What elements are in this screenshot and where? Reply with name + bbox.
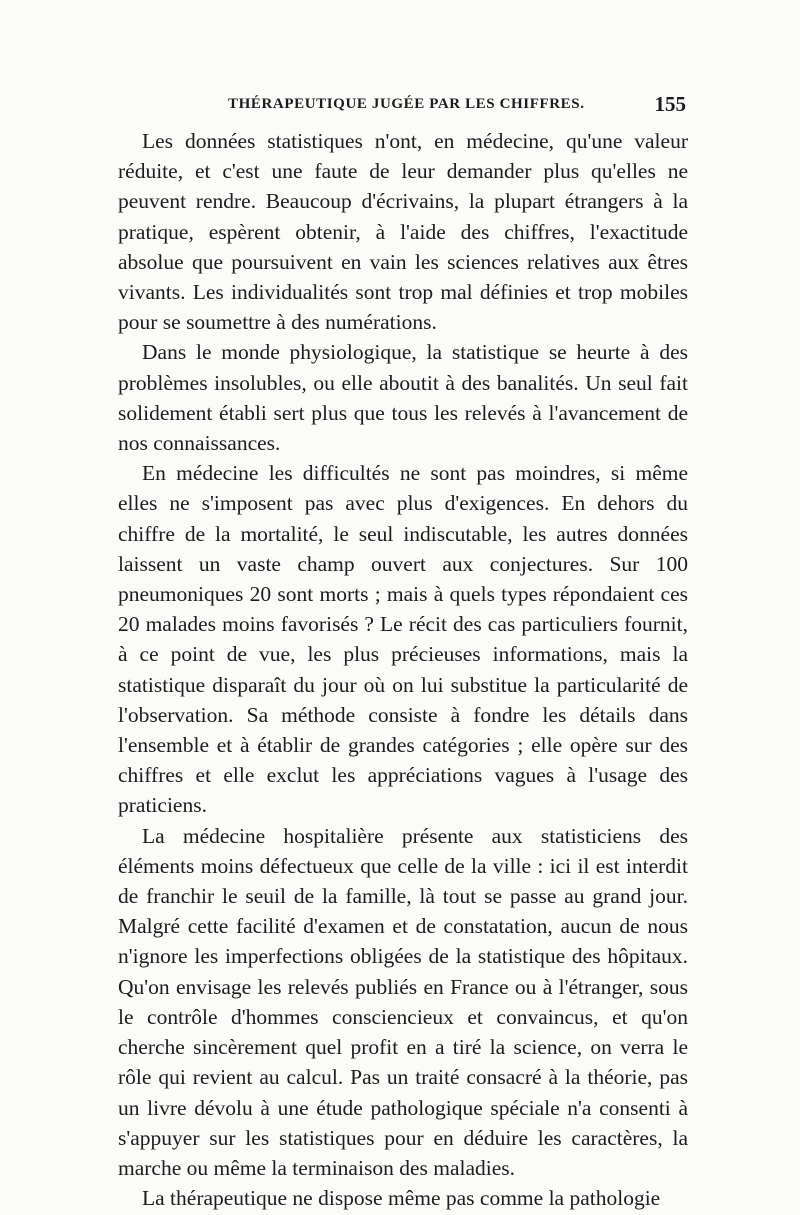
running-title: THÉRAPEUTIQUE JUGÉE PAR LES CHIFFRES. [228, 96, 585, 112]
page-header [118, 92, 688, 120]
paragraph: Dans le monde physiologique, la statistique se heurte à des problèmes insolubles, ou elle aboutit à des banalités. Un seul fait solidement établi sert plus que tous les relevés à l'avancement de nos connaissances. [118, 340, 688, 456]
paragraph: En médecine les difficultés ne sont pas moindres, si même elles ne s'imposent pas avec plus d'exigences. En dehors du chiffre de la mortalité, le seul indiscutable, les autres données laissent un vaste champ ouvert aux conjectures. Sur 100 pneumoniques 20 sont morts ; mais à quels types répondaient ces 20 malades moins favorisés ? Le récit des cas particuliers fournit, à ce point de vue, les plus précieuses informations, mais la statistique disparaît du jour où on lui substitue la particularité de l'observation. Sa méthode consiste à fondre les détails dans l'ensemble et à établir de grandes catégories ; elle opère sur des chiffres et elle exclut les appréciations vagues à l'usage des praticiens. [118, 461, 688, 818]
paragraph: La thérapeutique ne dispose même pas comme la pathologie [142, 1186, 661, 1211]
paragraph: La médecine hospitalière présente aux statisticiens des éléments moins défectueux que celle de la ville : ici il est interdit de franchir le seuil de la famille, là tout se passe au grand jour. Malgré cette facilité d'examen et de constatation, aucun de nous n'ignore les imperfections obligées de la statistique des hôpitaux. Qu'on envisage les relevés publiés en France ou à l'étranger, sous le contrôle d'hommes consciencieux et convaincus, et qu'on cherche sincèrement quel profit en a tiré la science, on verra le rôle qui revient au calcul. Pas un traité consacré à la théorie, pas un livre dévolu à une étude pathologique spéciale n'a consenti à s'appuyer sur les statistiques pour en déduire les caractères, la marche ou même la terminaison des maladies. [118, 823, 688, 1180]
body-text [118, 126, 688, 1213]
paragraph: Les données statistiques n'ont, en médecine, qu'une valeur réduite, et c'est une faute de leur demander plus qu'elles ne peuvent rendre. Beaucoup d'écrivains, la plupart étrangers à la pratique, espèrent obtenir, à l'aide des chiffres, l'exactitude absolue que poursuivent en vain les sciences relatives aux êtres vivants. Les individualités sont trop mal définies et trop mobiles pour se soumettre à des numérations. [118, 129, 688, 335]
page-number: 155 [654, 92, 686, 116]
